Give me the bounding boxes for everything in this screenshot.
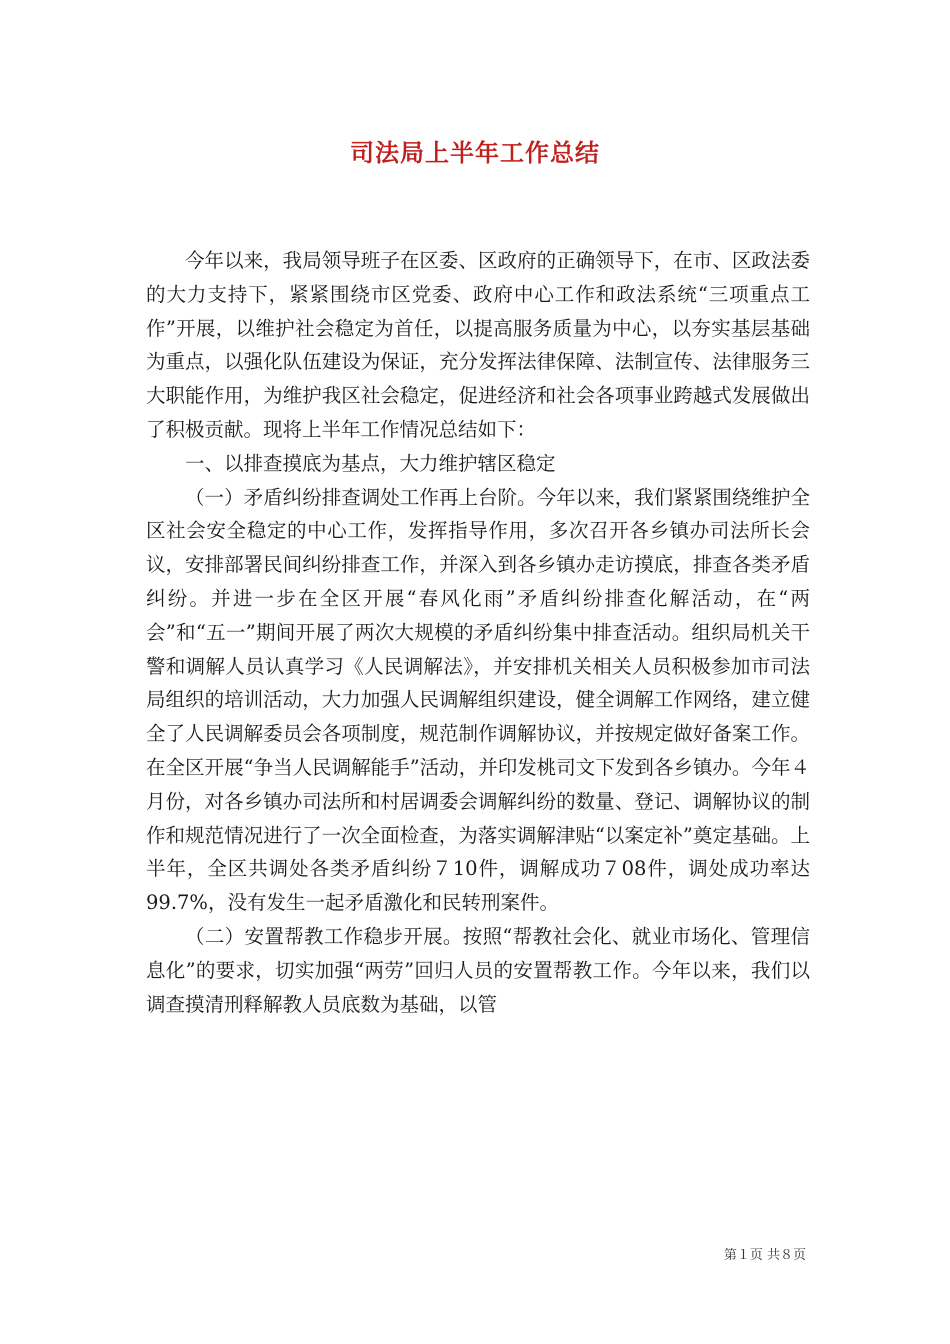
subsection-paragraph-1: （一）矛盾纠纷排查调处工作再上台阶。今年以来，我们紧紧围绕维护全区社会安全稳定的中心工作，发挥指导作用，多次召开各乡镇办司法所长会议，安排部署民间纠纷排查工作，并深入到各乡镇办走访摸底，排查各类矛盾纠纷。并进一步在全区开展“春风化雨”矛盾纠纷排查化解活动，在“两会”和“五一”期间开展了两次大规模的矛盾纠纷集中排查活动。组织局机关干警和调解人员认真学习《人民调解法》，并安排机关相关人员积极参加市司法局组织的培训活动，大力加强人民调解组织建设，健全调解工作网络，建立健全了人民调解委员会各项制度，规范制作调解协议，并按规定做好备案工作。在全区开展“争当人民调解能手”活动，并印发桃司文下发到各乡镇办。今年４月份，对各乡镇办司法所和村居调委会调解纠纷的数量、登记、调解协议的制作和规范情况进行了一次全面检查，为落实调解津贴“以案定补”奠定基础。上半年，全区共调处各类矛盾纠纷７10件，调解成功７08件，调处成功率达99.7%，没有发生一起矛盾激化和民转刑案件。 <box>146 485 810 915</box>
document-title: 司法局上半年工作总结 <box>350 138 600 167</box>
document-body <box>146 244 810 1021</box>
intro-paragraph: 今年以来，我局领导班子在区委、区政府的正确领导下，在市、区政法委的大力支持下，紧紧围绕市区党委、政府中心工作和政法系统“三项重点工作”开展，以维护社会稳定为首任，以提高服务质量为中心，以夯实基层基础为重点，以强化队伍建设为保证，充分发挥法律保障、法制宣传、法律服务三大职能作用，为维护我区社会稳定，促进经济和社会各项事业跨越式发展做出了积极贡献。现将上半年工作情况总结如下： <box>146 249 810 441</box>
subsection-paragraph-2: （二）安置帮教工作稳步开展。按照“帮教社会化、就业市场化、管理信息化”的要求，切实加强“两劳”回归人员的安置帮教工作。今年以来，我们以调查摸清刑释解教人员底数为基础，以管 <box>146 924 810 1016</box>
page-number-footer: 第１页 共８页 <box>723 1248 806 1263</box>
section-heading-1: 一、以排查摸底为基点，大力维护辖区稳定 <box>185 451 556 475</box>
